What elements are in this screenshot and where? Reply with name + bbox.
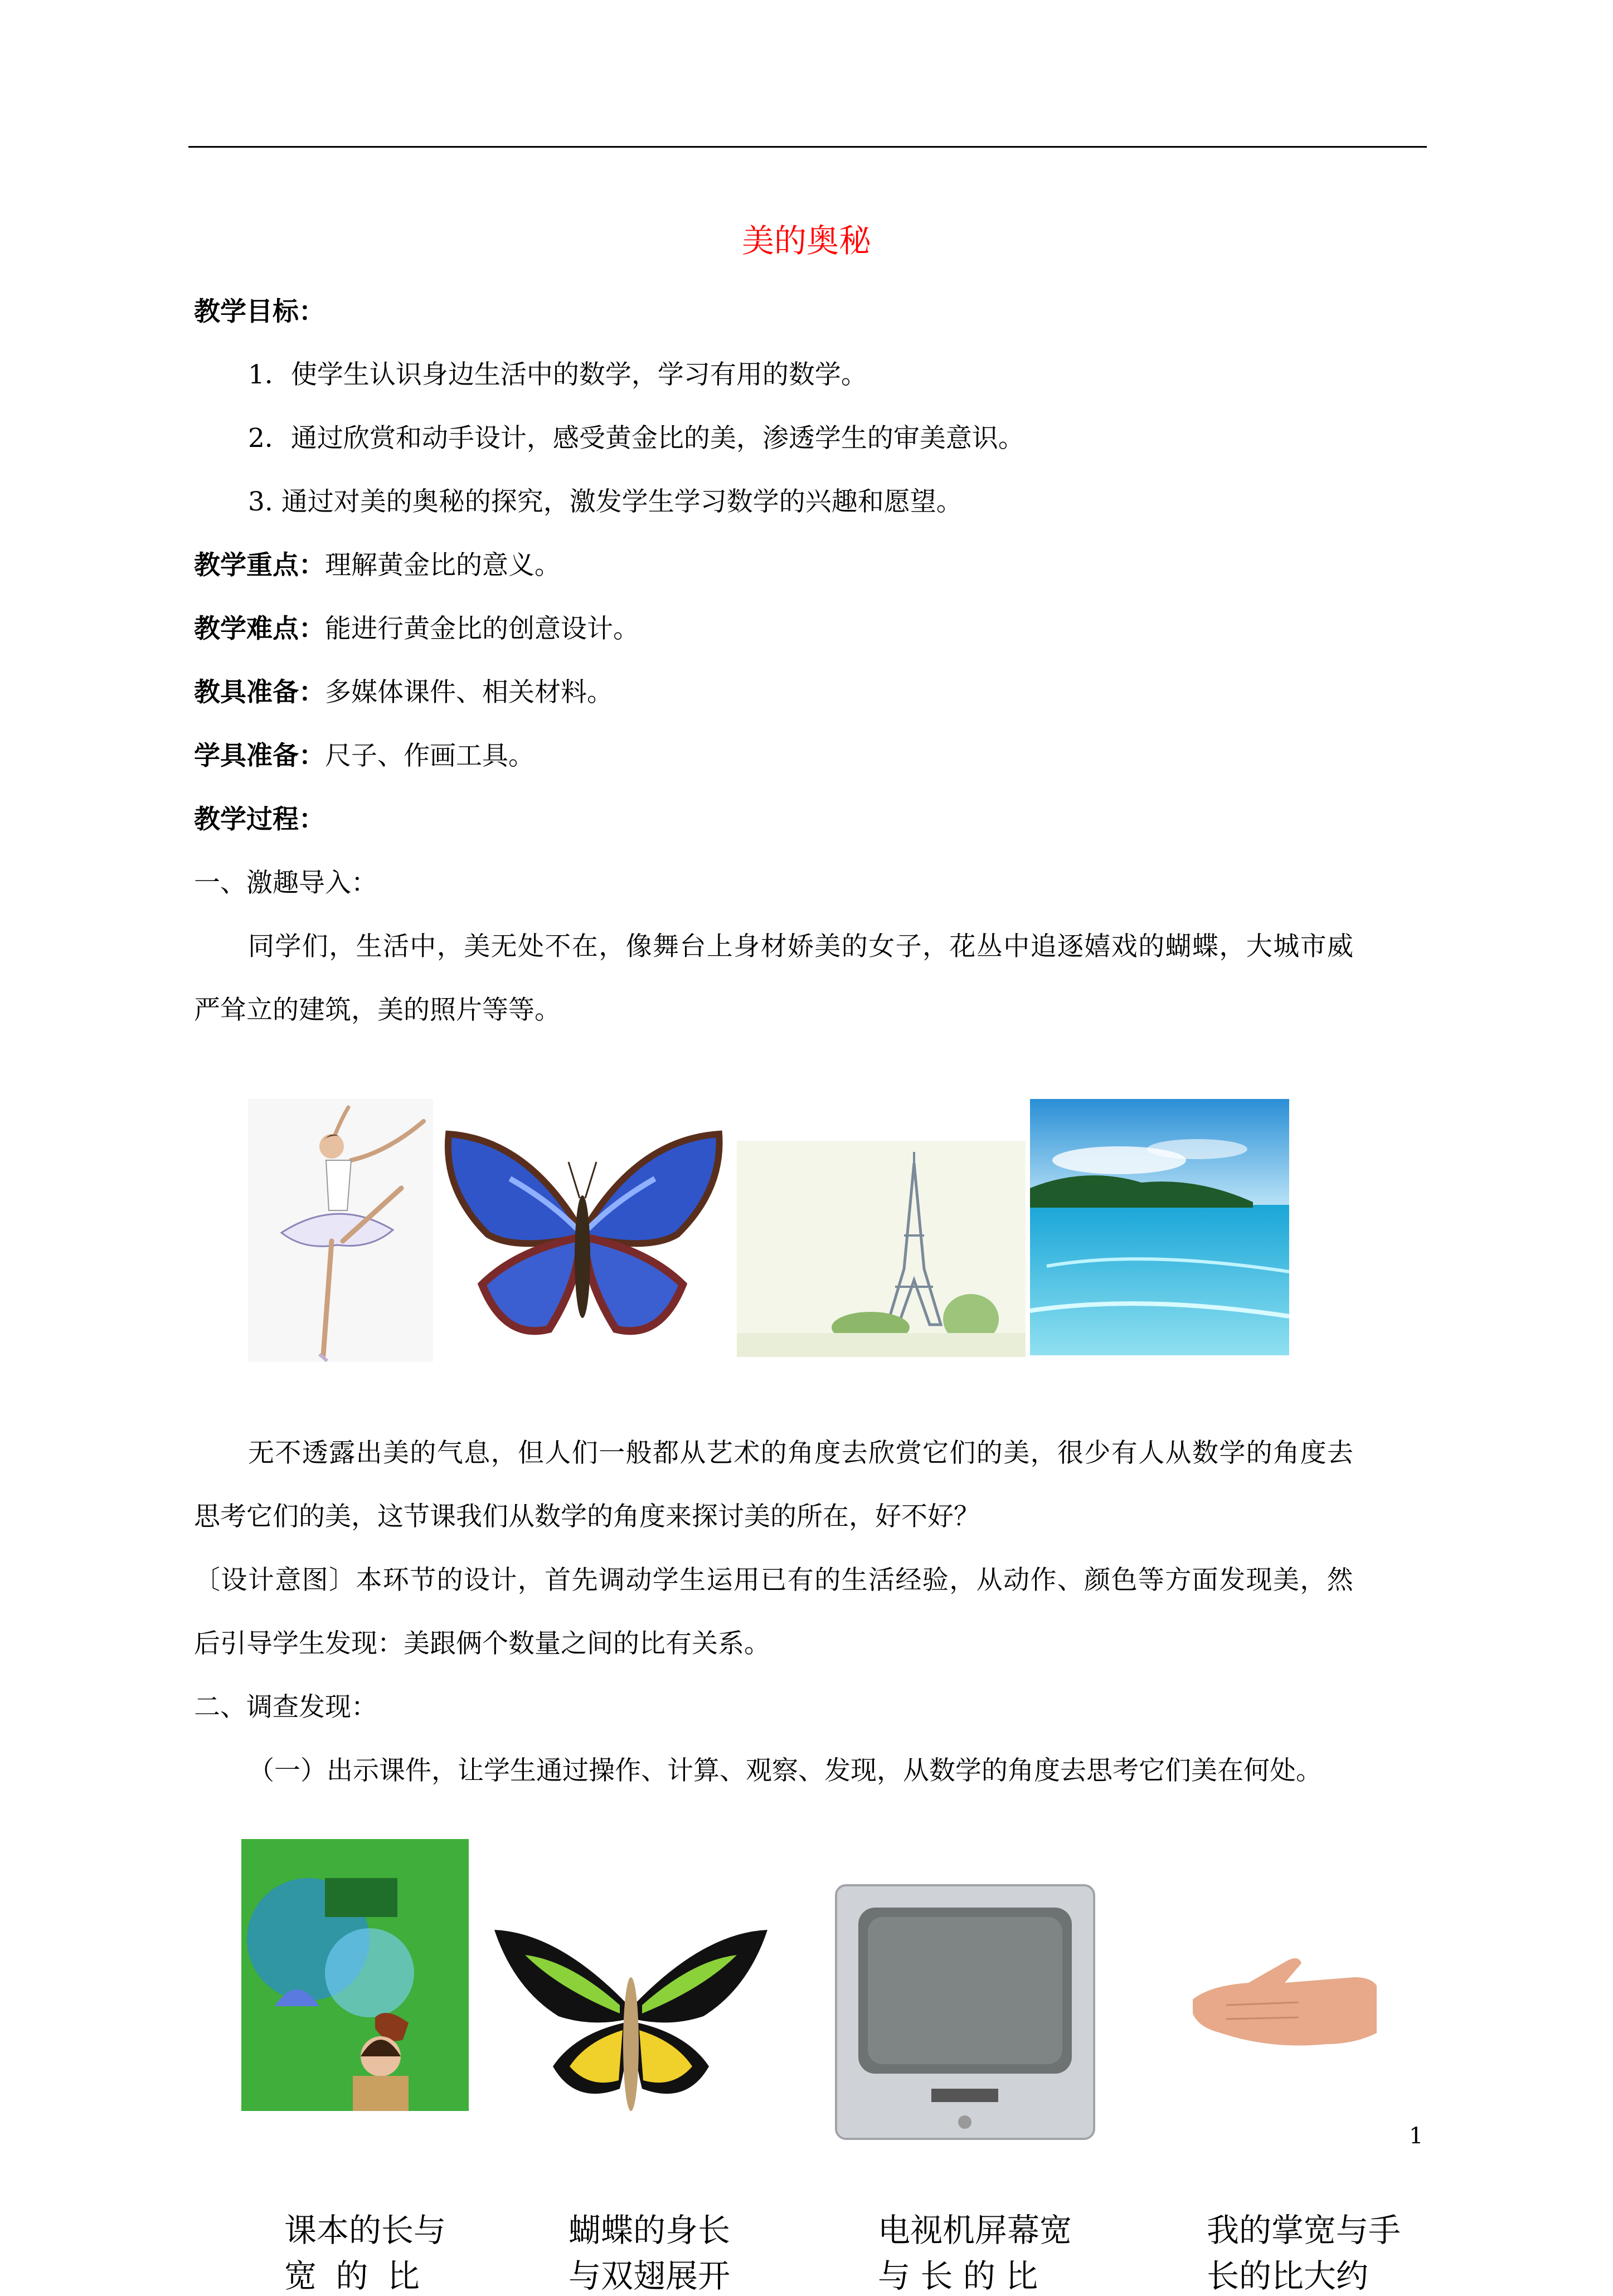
caption-butterfly-line2: 与双翅展开 (569, 2257, 731, 2295)
difficulty-label: 教学难点： (194, 614, 325, 644)
caption-tv-line2: 与 长 的 比 (878, 2257, 1038, 2295)
teacher-tools (194, 676, 613, 709)
key-point-text: 理解黄金比的意义。 (325, 550, 561, 581)
student-tools-text: 尺子、作画工具。 (325, 741, 535, 771)
caption-hand-line2: 长的比大约 (1207, 2257, 1369, 2295)
hand-image (1187, 1894, 1377, 2104)
student-tools (194, 740, 535, 773)
teacher-tools-label: 教具准备： (194, 677, 325, 708)
tv-set-image (833, 1882, 1097, 2144)
section1-para1-line1: 同学们，生活中，美无处不在，像舞台上身材娇美的女子，花丛中追逐嬉戏的蝴蝶，大城市威 (248, 931, 1354, 962)
page-title: 美的奥秘 (741, 222, 871, 260)
section1-para2-line1: 无不透露出美的气息，但人们一般都从艺术的角度去欣赏它们的美，很少有人从数学的角度去 (248, 1438, 1354, 1468)
difficulty (194, 612, 639, 646)
student-tools-label: 学具准备： (194, 741, 325, 771)
caption-hand-line1: 我的掌宽与手 (1207, 2211, 1401, 2249)
eiffel-tower-image (737, 1141, 1026, 1357)
caption-butterfly-line1: 蝴蝶的身长 (569, 2211, 731, 2249)
tropical-island-image (1030, 1099, 1289, 1355)
objective-3: 3. 通过对美的奥秘的探究，激发学生学习数学的兴趣和愿望。 (248, 487, 963, 517)
key-point (194, 549, 561, 582)
blue-butterfly-image (438, 1117, 727, 1358)
section1-para2-line2: 思考它们的美，这节课我们从数学的角度来探讨美的所在，好不好？ (194, 1501, 980, 1532)
textbook-cover-image (241, 1839, 469, 2111)
objectives-heading: 教学目标： (194, 296, 325, 327)
design-intent-line1: 〔设计意图〕本环节的设计，首先调动学生运用已有的生活经验，从动作、颜色等方面发现美，然 (194, 1565, 1354, 1595)
objective-1: 1．使学生认识身边生活中的数学，学习有用的数学。 (248, 359, 867, 390)
ballerina-image (248, 1099, 433, 1362)
process-heading: 教学过程： (194, 804, 325, 835)
section2-heading: 二、调查发现： (194, 1692, 377, 1723)
objective-2: 2．通过欣赏和动手设计，感受黄金比的美，渗透学生的审美意识。 (248, 423, 1024, 454)
header-rule (188, 146, 1427, 148)
caption-textbook-line1: 课本的长与 (284, 2211, 446, 2249)
difficulty-text: 能进行黄金比的创意设计。 (325, 614, 639, 644)
key-point-label: 教学重点： (194, 550, 325, 581)
yellow-butterfly-image (492, 1922, 770, 2115)
section2-sub1: （一）出示课件，让学生通过操作、计算、观察、发现，从数学的角度去思考它们美在何处。 (248, 1755, 1322, 1786)
caption-textbook-line2: 宽 的 比 (284, 2257, 424, 2295)
caption-tv-line1: 电视机屏幕宽 (878, 2211, 1072, 2249)
section1-heading: 一、激趣导入： (194, 868, 377, 898)
design-intent-line2: 后引导学生发现：美跟俩个数量之间的比有关系。 (194, 1628, 770, 1659)
page-number: 1 (1409, 2123, 1423, 2149)
section1-para1-line2: 严耸立的建筑，美的照片等等。 (194, 995, 561, 1025)
teacher-tools-text: 多媒体课件、相关材料。 (325, 677, 613, 708)
